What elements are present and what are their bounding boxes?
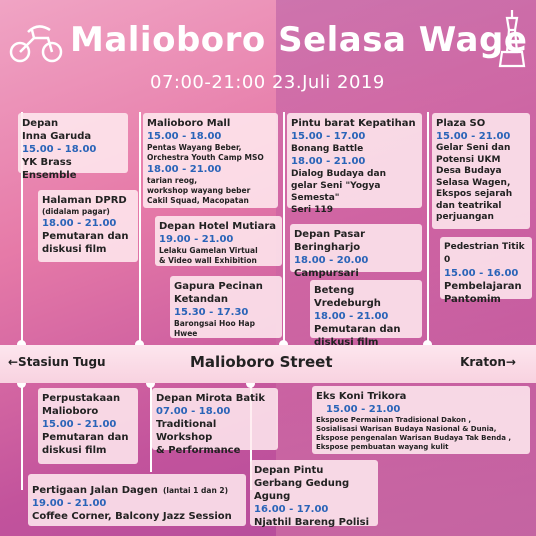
venue-desc: workshop wayang beber: [147, 186, 251, 195]
venue-desc: diskusi film: [42, 244, 107, 255]
venue-title: Beteng Vredeburgh: [314, 285, 381, 309]
venue-inna-garuda: [18, 113, 128, 181]
venue-time: 18.00 - 21.00: [291, 156, 366, 167]
venue-title: Malioboro Mall: [147, 118, 231, 129]
venue-desc: Pembelajaran: [444, 281, 522, 292]
venue-desc: Orchestra Youth Camp MSO: [147, 153, 264, 162]
venue-title: Depan Mirota Batik: [156, 393, 266, 404]
venue-desc: Desa Budaya: [436, 166, 502, 176]
venue-note: (lantai 1 dan 2): [162, 486, 229, 495]
venue-time: 19.00 - 21.00: [159, 234, 234, 245]
venue-jalan-dagen: [28, 474, 246, 526]
venue-desc: Pentas Wayang Beber,: [147, 143, 242, 152]
venue-gedung-agung: [250, 460, 378, 526]
venue-title: Halaman DPRD: [42, 195, 127, 206]
direction-right: Kraton→: [460, 355, 516, 369]
venue-titik-0: [440, 237, 532, 305]
becak-icon: [8, 18, 64, 66]
venue-title: Eks Koni Trikora: [316, 391, 407, 402]
page-title: Malioboro Selasa Wage: [70, 20, 528, 60]
venue-desc: Ekspose pengenalan Warisan Budaya Tak Benda ,: [316, 434, 512, 442]
venue-kepatihan: [287, 113, 422, 215]
venue-desc: Njathil Bareng Polisi: [254, 517, 370, 528]
venue-time: 07.00 - 18.00: [156, 406, 231, 417]
connector-line: [427, 112, 429, 348]
venue-eks-koni-trikora: [312, 386, 530, 454]
venue-desc: Campursari: [294, 268, 359, 279]
venue-desc: Hwee: [174, 329, 198, 338]
venue-title: Plaza SO: [436, 118, 486, 129]
venue-desc: Pantomim: [444, 294, 501, 305]
venue-desc: Ekspose Permainan Tradisional Dakon ,: [316, 416, 472, 424]
venue-title: Depan Pasar Beringharjo: [294, 229, 366, 253]
venue-note: (didalam pagar): [42, 207, 110, 216]
venue-time: 15.00 - 18.00: [22, 144, 97, 155]
venue-desc: Pemutaran dan: [42, 432, 129, 443]
venue-plaza-so: [432, 113, 530, 229]
venue-desc: Traditional Workshop: [156, 419, 217, 443]
venue-desc: gelar Seni "Yogya Semesta": [291, 181, 381, 203]
venue-desc: Pemutaran dan: [314, 324, 401, 335]
venue-desc: Cakil Squad, Macopatan: [147, 196, 249, 205]
venue-pasar-beringharjo: [290, 224, 422, 279]
venue-beteng-vredeburgh: [310, 280, 422, 348]
venue-subtitle: Malioboro: [42, 406, 99, 417]
venue-subtitle: Gerbang Gedung Agung: [254, 478, 350, 502]
street-name: Malioboro Street: [190, 353, 333, 371]
venue-title: Depan: [22, 118, 59, 129]
venue-time: 18.00 - 20.00: [294, 255, 369, 266]
venue-time: 15.30 - 17.30: [174, 307, 249, 318]
venue-subtitle: Ketandan: [174, 294, 229, 305]
venue-time: 16.00 - 17.00: [254, 504, 329, 515]
connector-line: [283, 112, 285, 348]
venue-desc: Sosialisasi Warisan Budaya Nasional & Dunia,: [316, 425, 497, 433]
venue-hotel-mutiara: [155, 216, 282, 266]
venue-title: Pintu barat Kepatihan: [291, 118, 416, 129]
venue-perpustakaan: [38, 388, 138, 464]
venue-desc: Ekspose pembuatan wayang kulit: [316, 443, 449, 451]
venue-halaman-dprd: [38, 190, 138, 262]
venue-desc: Lelaku Gamelan Virtual: [159, 246, 258, 255]
venue-time: 18.00 - 21.00: [42, 218, 117, 229]
venue-desc: dan teatrikal: [436, 200, 502, 211]
connector-line: [139, 112, 141, 348]
venue-time: 15.00 - 16.00: [444, 268, 519, 279]
venue-desc: YK Brass Ensemble: [22, 157, 77, 181]
connector-line: [21, 380, 23, 490]
venue-desc: diskusi film: [42, 445, 107, 456]
venue-time: 15.00 - 18.00: [147, 131, 222, 142]
venue-desc: diskusi film: [314, 337, 379, 348]
venue-desc: Selasa Wagen,: [436, 177, 511, 188]
venue-title: Pedestrian Titik 0: [444, 242, 525, 265]
venue-title: Gapura Pecinan: [174, 281, 263, 292]
venue-time: 19.00 - 21.00: [32, 498, 107, 509]
venue-time: 15.00 - 21.00: [42, 419, 117, 430]
venue-malioboro-mall: [143, 113, 278, 208]
venue-desc: & Performance: [156, 445, 241, 456]
venue-time: 18.00 - 21.00: [314, 311, 389, 322]
venue-desc: Barongsai Hoo Hap: [174, 319, 255, 328]
venue-title: Depan Hotel Mutiara: [159, 221, 277, 232]
venue-title: Pertigaan Jalan Dagen: [32, 485, 158, 496]
venue-mirota-batik: [152, 388, 278, 456]
venue-title: Perpustakaan: [42, 393, 121, 404]
venue-desc: tarian reog,: [147, 176, 198, 185]
venue-desc: & Video wall Exhibition: [159, 256, 257, 265]
venue-desc: perjuangan: [436, 212, 494, 222]
venue-desc: Seri 119: [291, 205, 334, 215]
venue-time: 15.00 - 21.00: [326, 404, 401, 415]
venue-time: 15.00 - 17.00: [291, 131, 366, 142]
venue-title: Depan Pintu: [254, 465, 324, 476]
venue-subtitle: Inna Garuda: [22, 131, 92, 142]
venue-desc: Coffee Corner, Balcony Jazz Session: [32, 511, 232, 522]
venue-desc: Gelar Seni dan: [436, 143, 511, 153]
venue-desc: Dialog Budaya dan: [291, 169, 386, 179]
venue-gapura-pecinan: [170, 276, 282, 338]
venue-time: 15.00 - 21.00: [436, 131, 511, 142]
venue-desc: Bonang Battle: [291, 144, 364, 154]
venue-desc: Pemutaran dan: [42, 231, 129, 242]
direction-left: ←Stasiun Tugu: [8, 355, 106, 369]
venue-desc: Ekspos sejarah: [436, 189, 513, 199]
event-date: 07:00-21:00 23.Juli 2019: [150, 72, 385, 93]
venue-time: 18.00 - 21.00: [147, 164, 222, 175]
venue-desc: Potensi UKM: [436, 154, 501, 165]
